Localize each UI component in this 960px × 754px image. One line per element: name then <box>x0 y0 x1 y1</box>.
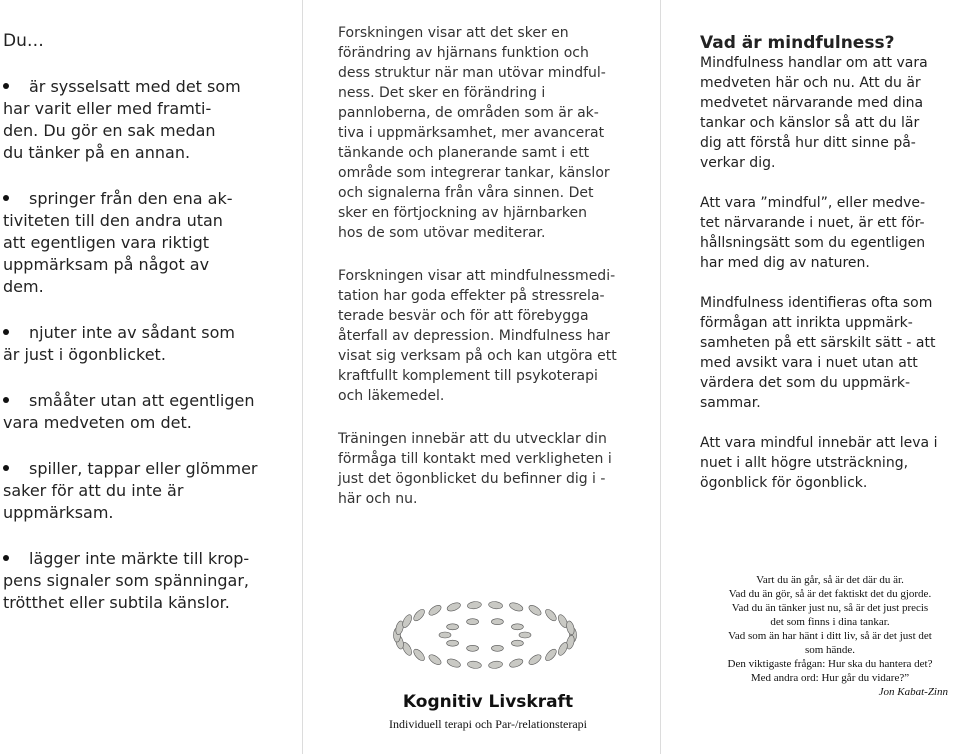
stone-shape <box>447 624 459 630</box>
bullet-line: trötthet eller subtila känslor. <box>3 593 230 612</box>
bullet-line: pens signaler som spänningar, <box>3 571 249 590</box>
brand-subtitle: Individuell terapi och Par-/relationsterapi <box>388 717 588 731</box>
paragraph-line: Forskningen visar att det sker en <box>338 25 569 41</box>
stone-shape <box>412 647 427 662</box>
bullet-item <box>3 458 300 524</box>
stone-shape <box>527 653 542 667</box>
right-panel <box>700 0 960 513</box>
bullet-item <box>3 188 300 298</box>
bullet-line: njuter inte av sådant som <box>3 322 300 344</box>
stone-ring-logo <box>375 575 595 695</box>
bullet-line: lägger inte märkte till krop- <box>3 548 300 570</box>
bullet-line: är just i ögonblicket. <box>3 345 166 364</box>
paragraph-line: Forskningen visar att mindfulnessmedi- <box>338 268 616 284</box>
paragraph-line: tiva i uppmärksamhet, mer avancerat <box>338 125 605 141</box>
paragraph-line: förmåga till kontakt med verkligheten i <box>338 451 612 467</box>
paragraph-line: dig att förstå hur ditt sinne på- <box>700 135 916 151</box>
bullet-line: saker för att du inte är <box>3 481 184 500</box>
paragraph-line: medveten här och nu. Att du är <box>700 75 921 91</box>
bullet-line: springer från den ena ak- <box>3 188 300 210</box>
stone-shape <box>491 645 503 651</box>
paragraph-line: ness. Det sker en förändring i <box>338 85 546 101</box>
bullet-line: smååter utan att egentligen <box>3 390 300 412</box>
paragraph-line: nuet i allt högre utsträckning, <box>700 455 909 471</box>
bullet-line: har varit eller med framti- <box>3 99 212 118</box>
bullet-item <box>3 322 300 366</box>
paragraph-line: samheten på ett särskilt sätt - att <box>700 335 936 351</box>
paragraph-line: dess struktur när man utövar mindful- <box>338 65 606 81</box>
paragraph-line: kraftfullt komplement till psykoterapi <box>338 368 598 384</box>
stone-shape <box>511 624 523 630</box>
paragraph-line: har med dig av naturen. <box>700 255 870 271</box>
stone-shape <box>427 603 442 617</box>
stone-shape <box>544 647 559 662</box>
paragraph-line: här och nu. <box>338 491 418 507</box>
paragraph-line: hållsningsätt som du egentligen <box>700 235 926 251</box>
bullet-line: tiviteten till den andra utan <box>3 211 223 230</box>
bullet-line: vara medveten om det. <box>3 413 192 432</box>
paragraph-line: förändring av hjärnans funktion och <box>338 45 589 61</box>
paragraph-line: Att vara mindful innebär att leva i <box>700 435 938 451</box>
paragraph-line: sker en förtjockning av hjärnbarken <box>338 205 587 221</box>
quote-poem <box>700 573 960 699</box>
bullet-list <box>3 76 300 614</box>
paragraph-line: sammar. <box>700 395 761 411</box>
poem-line: Vad som än har hänt i ditt liv, så är det just det <box>728 630 932 642</box>
stone-shape <box>467 601 482 610</box>
bullet-dot-icon <box>3 465 9 471</box>
bullet-line: spiller, tappar eller glömmer <box>3 458 300 480</box>
paragraph <box>700 193 960 273</box>
paragraph-line: och signalerna från våra sinnen. Det <box>338 185 594 201</box>
poem-line: Vart du än går, så är det där du är. <box>756 574 904 586</box>
poem-lines <box>700 573 960 685</box>
stone-shape <box>488 601 503 610</box>
poem-author: Jon Kabat-Zinn <box>878 686 948 698</box>
paragraph-line: Träningen innebär att du utvecklar din <box>338 431 607 447</box>
section-heading: Vad är mindfulness? <box>700 33 895 53</box>
paragraph <box>700 293 960 413</box>
paragraph-line: Mindfulness handlar om att vara <box>700 55 928 71</box>
paragraph-line: område som integrerar tankar, känslor <box>338 165 610 181</box>
paragraph-line: Att vara ”mindful”, eller medve- <box>700 195 926 211</box>
research-text <box>338 23 638 509</box>
stone-shape <box>511 640 523 646</box>
stone-shape <box>427 653 442 667</box>
poem-line: som hände. <box>804 644 856 656</box>
paragraph <box>700 433 960 493</box>
paragraph <box>338 429 638 509</box>
bullet-line: du tänker på en annan. <box>3 143 191 162</box>
stone-shape <box>446 657 462 669</box>
poem-line: Den viktigaste frågan: Hur ska du hantera det? <box>727 658 933 670</box>
paragraph-line: återfall av depression. Mindfulness har <box>338 328 610 344</box>
stone-shape <box>488 660 503 669</box>
fold-line-right <box>660 0 661 754</box>
paragraph-line: hos de som utövar mediterar. <box>338 225 546 241</box>
middle-panel <box>338 0 638 532</box>
bullet-dot-icon <box>3 397 9 403</box>
paragraph <box>338 23 638 243</box>
bullet-item <box>3 76 300 164</box>
intro-text: Du… <box>3 31 44 51</box>
paragraph-line: just det ögonblicket du befinner dig i - <box>338 471 606 487</box>
bullet-dot-icon <box>3 555 9 561</box>
stone-shape <box>439 632 451 638</box>
paragraph-line: värdera det som du uppmärk- <box>700 375 911 391</box>
stone-shape <box>467 619 479 625</box>
paragraph <box>700 53 960 173</box>
paragraph-line: och läkemedel. <box>338 388 445 404</box>
stone-shape <box>467 645 479 651</box>
paragraph-line: tankar och känslor så att du lär <box>700 115 920 131</box>
stone-shape <box>508 601 524 613</box>
bullet-item <box>3 548 300 614</box>
stone-shape <box>447 640 459 646</box>
paragraph-line: ögonblick för ögonblick. <box>700 475 868 491</box>
stone-shape <box>412 608 427 623</box>
poem-line: Vad du än tänker just nu, så är det just precis <box>731 602 929 614</box>
bullet-line: är sysselsatt med det som <box>3 76 300 98</box>
bullet-dot-icon <box>3 83 9 89</box>
poem-line: det som finns i dina tankar. <box>770 616 890 628</box>
stone-shape <box>446 601 462 613</box>
brand-name: Kognitiv Livskraft <box>402 692 574 712</box>
paragraph-line: med avsikt vara i nuet utan att <box>700 355 918 371</box>
poem-line: Med andra ord: Hur går du vidare?” <box>750 672 910 684</box>
paragraph-line: terade besvär och för att förebygga <box>338 308 589 324</box>
paragraph-line: tet närvarande i nuet, är ett för- <box>700 215 925 231</box>
paragraph-line: verkar dig. <box>700 155 776 171</box>
fold-line-left <box>302 0 303 754</box>
paragraph-line: pannloberna, de områden som är ak- <box>338 105 599 121</box>
bullet-line: att egentligen vara riktigt <box>3 233 209 252</box>
bullet-dot-icon <box>3 329 9 335</box>
bullet-line: uppmärksam. <box>3 503 114 522</box>
paragraph-line: visat sig verksam på och kan utgöra ett <box>338 348 617 364</box>
paragraph-line: tänkande och planerande samt i ett <box>338 145 590 161</box>
mindfulness-text <box>700 53 960 493</box>
left-panel <box>0 0 300 638</box>
stone-shape <box>544 608 559 623</box>
bullet-line: uppmärksam på något av <box>3 255 210 274</box>
poem-line: Vad du än gör, så är det faktiskt det du gjorde. <box>728 588 932 600</box>
paragraph <box>338 266 638 406</box>
stone-shape <box>527 603 542 617</box>
paragraph-line: förmågan att inrikta uppmärk- <box>700 315 913 331</box>
bullet-line: den. Du gör en sak medan <box>3 121 216 140</box>
stone-shape <box>519 632 531 638</box>
stone-shape <box>491 619 503 625</box>
stone-shape <box>508 657 524 669</box>
bullet-item <box>3 390 300 434</box>
stone-shape <box>467 660 482 669</box>
bullet-dot-icon <box>3 195 9 201</box>
paragraph-line: medvetet närvarande med dina <box>700 95 924 111</box>
paragraph-line: tation har goda effekter på stressrela- <box>338 288 605 304</box>
bullet-line: dem. <box>3 277 44 296</box>
paragraph-line: Mindfulness identifieras ofta som <box>700 295 933 311</box>
